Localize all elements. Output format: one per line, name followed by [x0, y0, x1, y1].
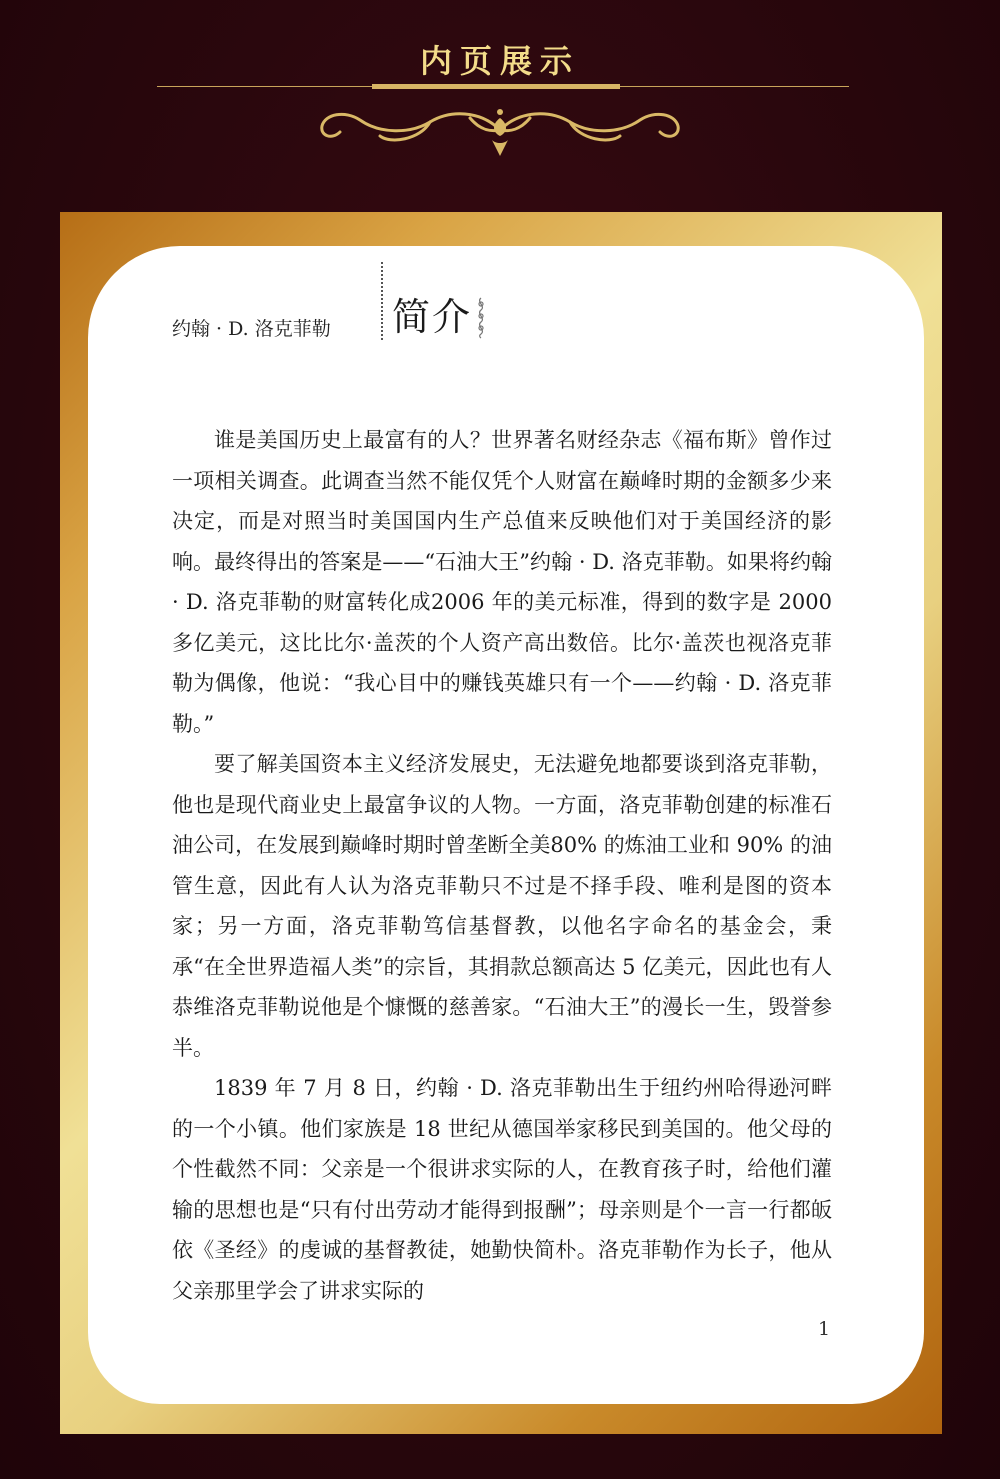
header-title: 内页展示 — [419, 42, 580, 80]
header-rule-accent — [372, 84, 620, 89]
body-text — [172, 420, 832, 1311]
scroll-ornament-icon — [310, 100, 690, 160]
paragraph: 1839 年 7 月 8 日，约翰 · D. 洛克菲勒出生于纽约州哈得逊河畔的一个小镇。他们家族是 18 世纪从德国举家移民到美国的。他父母的个性截然不同：父亲是一个很讲求实际的人，在教育孩子时，给他们灌输的思想也是“只有付出劳动才能得到报酬”；母亲则是个一言一行都皈依《圣经》的虔诚的基督教徒，她勤快简朴。洛克菲勒作为长子，他从父亲那里学会了讲求实际的 — [172, 1076, 832, 1303]
section-title: 简介 — [392, 295, 473, 339]
running-head: 约翰 · D. 洛克菲勒 — [172, 318, 331, 340]
header-divider — [381, 262, 383, 340]
paragraph: 谁是美国历史上最富有的人？世界著名财经杂志《福布斯》曾作过一项相关调查。此调查当然不能仅凭个人财富在巅峰时期的金额多少来决定，而是对照当时美国国内生产总值来反映他们对于美国经济的影响。最终得出的答案是——“石油大王”约翰 · D. 洛克菲勒。如果将约翰 · D. 洛克菲勒的财富转化成2006 年的美元标准，得到的数字是 2000 多亿美元，这比比尔·盖茨的个人资产高出数倍。比尔·盖茨也视洛克菲勒为偶像，他说：“我心目中的赚钱英雄只有一个——约翰 · D. 洛克菲勒。” — [172, 428, 832, 736]
vertical-flourish-icon — [474, 296, 488, 340]
page-number: 1 — [818, 1318, 831, 1340]
paragraph: 要了解美国资本主义经济发展史，无法避免地都要谈到洛克菲勒，他也是现代商业史上最富争议的人物。一方面，洛克菲勒创建的标准石油公司，在发展到巅峰时期时曾垄断全美80% 的炼油工业和 90% 的油管生意，因此有人认为洛克菲勒只不过是不择手段、唯利是图的资本家；另一方面，洛克菲勒笃信基督教，以他名字命名的基金会，秉承“在全世界造福人类”的宗旨，其捐款总额高达 5 亿美元，因此也有人恭维洛克菲勒说他是个慷慨的慈善家。“石油大王”的漫长一生，毁誉参半。 — [172, 752, 832, 1060]
